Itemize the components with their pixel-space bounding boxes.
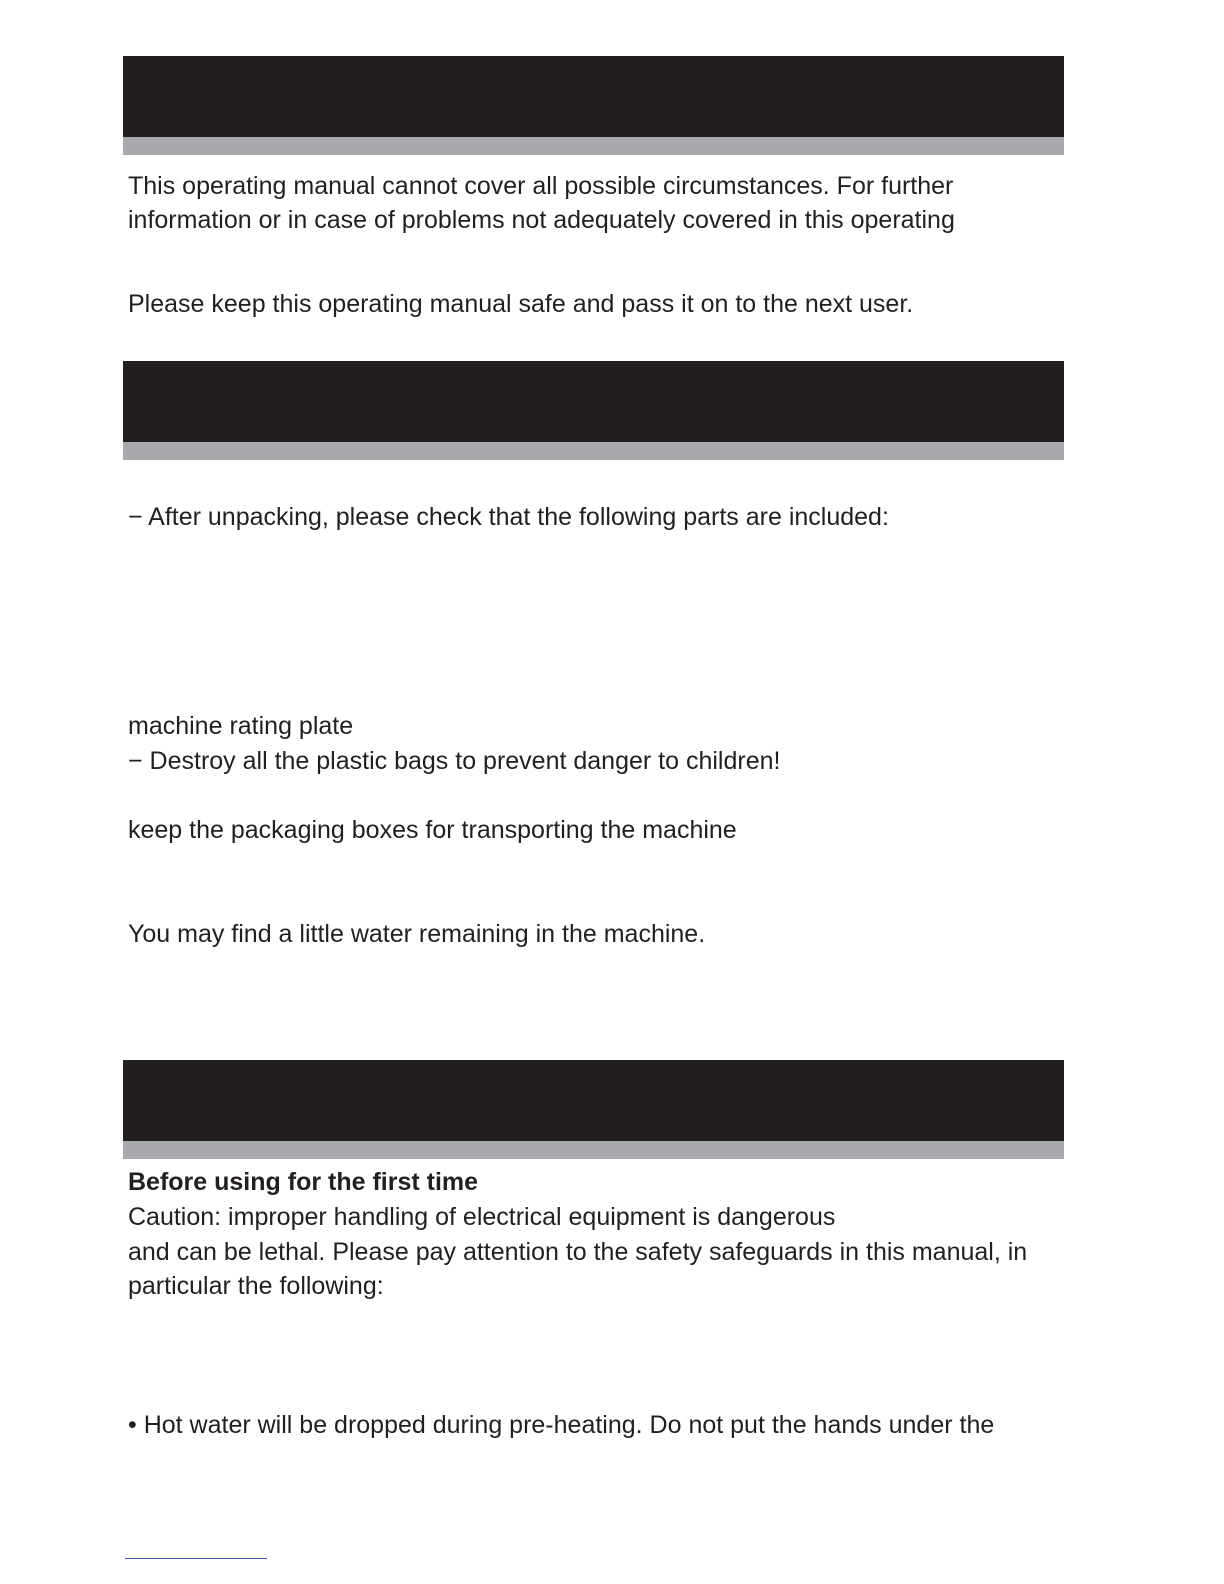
banner-gray-bar [123,1141,1064,1159]
footer-rule [125,1558,267,1559]
unpacking-plastic-bags: − Destroy all the plastic bags to prevent danger to children! [128,747,781,775]
banner-dark-bar [123,56,1064,137]
intro-paragraph-2: Please keep this operating manual safe and pass it on to the next user. [128,290,914,318]
section-header-banner-3 [123,1060,1064,1159]
intro-paragraph-line-2: information or in case of problems not adequately covered in this operating [128,206,955,234]
safety-heading: Before using for the first time [128,1168,479,1196]
intro-paragraph-line-1: This operating manual cannot cover all possible circumstances. For further [128,172,954,200]
section-header-banner-2 [123,361,1064,460]
safety-hot-water-bullet: • Hot water will be dropped during pre-heating. Do not put the hands under the [128,1411,995,1439]
safety-caution-line-1: Caution: improper handling of electrical equipment is dangerous [128,1203,836,1231]
unpacking-water-remaining: You may find a little water remaining in the machine. [128,920,706,948]
safety-caution-line-2: and can be lethal. Please pay attention to the safety safeguards in this manual, in [128,1238,1028,1266]
banner-gray-bar [123,442,1064,460]
unpacking-check-parts: − After unpacking, please check that the following parts are included: [128,503,889,531]
banner-dark-bar [123,361,1064,442]
banner-dark-bar [123,1060,1064,1141]
unpacking-rating-plate: machine rating plate [128,712,354,740]
section-header-banner-1 [123,56,1064,155]
unpacking-packaging-boxes: keep the packaging boxes for transporting the machine [128,816,737,844]
safety-caution-line-3: particular the following: [128,1272,384,1300]
banner-gray-bar [123,137,1064,155]
